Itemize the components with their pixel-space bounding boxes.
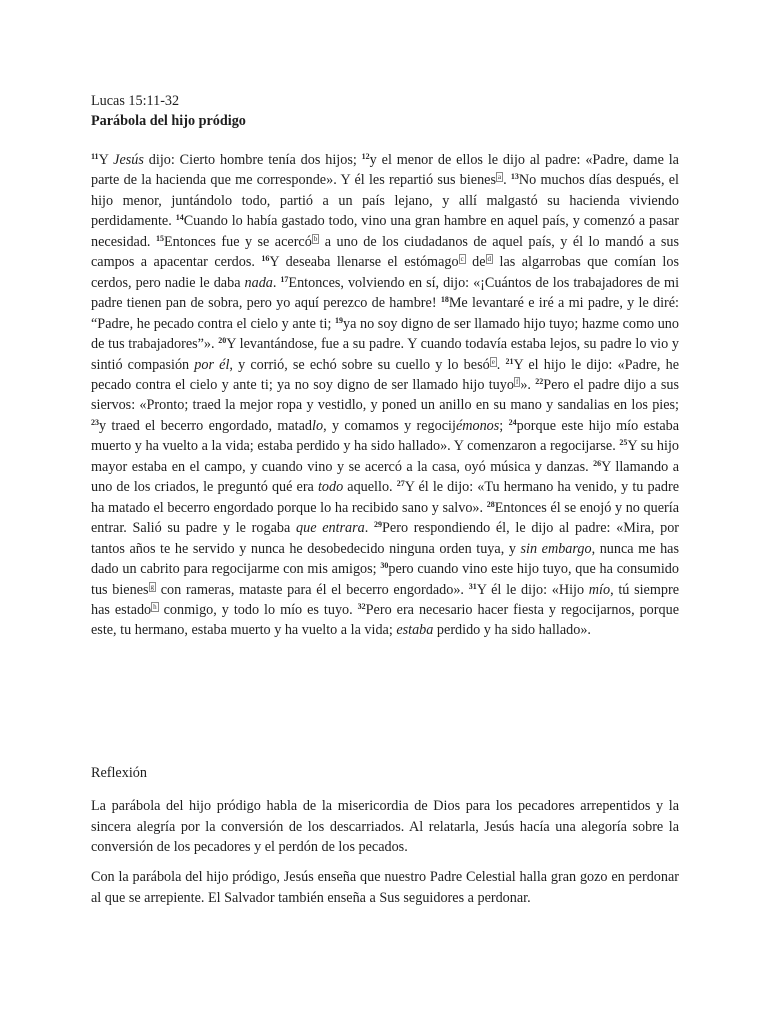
- passage-title: Parábola del hijo pródigo: [91, 113, 246, 129]
- footnote-link[interactable]: g: [150, 582, 155, 591]
- scripture-passage: $^{11}$Y Jesús dijo: Cierto hombre tenía dos hijos; $^{12}$y el menor de ellos le dijo al padre: «Padre, dame la parte de la hacienda que me corresponde». Y él les repartió sus bienes $^a$ . $^{13}$No muchos días después, el hijo menor, juntándolo todo, partió a un país lejano, y allí malgastó su hacienda viviendo perdidamente. $^{14}$Cuando lo había gastado todo, vino una gran hambre en aquel país, y comenzó a pasar necesidad. $^{15}$Entonces fue y se acercó $^b$ a uno de los ciudadanos de aquel país, y él lo mandó a sus campos a apacentar cerdos. $^{16}$Y deseaba llenarse el estómago $^c$ de $^d$ las algarrobas que comían los cerdos, pero nadie le daba nada. $^{17}$Entonces, volviendo en sí, dijo: «¡Cuántos de los trabajadores de mi padre tienen pan de sobra, pero yo aquí perezco de hambre! $^{18}$Me levantaré e iré a mi padre, y le diré: “Padre, he pecado contra el cielo y ante ti; $^{19}$ya no soy digno de ser llamado hijo tuyo; hazme como uno de tus trabajadores”». $^{20}$Y levantándose, fue a su padre. Y cuando todavía estaba lejos, su padre lo vio y sintió compasión por él, y corrió, se echó sobre su cuello y lo besó $^e$ . $^{21}$Y el hijo le dijo: «Padre, he pecado contra el cielo y ante ti; ya no soy digno de ser llamado hijo tuyo $^f$ ». $^{22}$Pero el padre dijo a sus siervos: «Pronto; traed la mejor ropa y vestidlo, y poned un anillo en su mano y sandalias en los pies; $^{23}$y traed el becerro engordado, matadlo, y comamos y regocijémonos; $^{24}$porque este hijo mío estaba muerto y ha vuelto a la vida; estaba perdido y ha sido hallado». Y comenzaron a regocijarse. $^{25}$Y su hijo mayor estaba en el campo, y cuando vino y se acercó a la casa, oyó música y danzas. $^{26}$Y llamando a uno de los criados, le preguntó qué era todo aquello. $^{27}$Y él le dijo: «Tu hermano ha venido, y tu padre ha matado el becerro engordado porque lo ha recibido sano y salvo». $^{28}$Entonces él se enojó y no quería entrar. Salió su padre y le rogaba que entrara. $^{29}$Pero respondiendo él, le dijo al padre: «Mira, por tantos años te he servido y nunca he desobedecido ninguna orden tuya, y sin embargo, nunca me has dado un cabrito para regocijarme con mis amigos; $^{30}$pero cuando vino este hijo tuyo, que ha consumido tus bienes $^g$ con rameras, mataste para él el becerro engordado». $^{31}$Y él le dijo: «Hijo mío, tú siempre has estado $^h$ conmigo, y todo lo mío es tuyo. $^{32}$Pero era necesario hacer fiesta y regocijarnos, porque este, tu hermano, estaba muerto y ha vuelto a la vida; estaba perdido y ha sido hallado».: [91, 152, 680, 639]
- emphasis-text: lo: [312, 417, 324, 434]
- footnote-link[interactable]: h: [153, 602, 157, 611]
- verse-number: 12: [361, 152, 370, 161]
- emphasis-text: Jesús: [113, 152, 144, 168]
- verse-number: 21: [505, 356, 514, 366]
- verse-number: 17: [280, 274, 289, 284]
- reflection-paragraph-2: Con la parábola del hijo pródigo, Jesús enseña que nuestro Padre Celestial halla gran gozo en perdonar al que se arrepiente. El Salvador también enseña a Sus seguidores a perdonar.: [91, 869, 679, 906]
- footnote-link[interactable]: d: [487, 255, 492, 264]
- verse-number: 28: [486, 499, 495, 509]
- verse-number: 13: [510, 172, 519, 182]
- verse-number: 24: [508, 417, 517, 427]
- verse-number: 27: [396, 479, 405, 489]
- verse-number: 18: [440, 295, 449, 305]
- emphasis-text: que entrara: [296, 520, 365, 537]
- verse-number: 31: [468, 581, 477, 591]
- emphasis-text: nada: [244, 274, 273, 291]
- reflection-heading: Reflexión: [91, 765, 147, 781]
- verse-number: 11: [91, 152, 99, 161]
- emphasis-text: todo: [317, 479, 344, 496]
- emphasis-text: mío: [588, 581, 611, 598]
- footnote-link[interactable]: c: [460, 255, 464, 264]
- verse-number: 23: [91, 417, 99, 427]
- reflection-paragraph-1: La parábola del hijo pródigo habla de la misericordia de Dios para los pecadores arrepentidos y la sincera alegría por la conversión de los descarriados. Al relatarla, Jesús hacía una alegoría sobre la conversión de los pecadores y el perdón de los pecados.: [91, 798, 679, 856]
- verse-number: 26: [593, 458, 602, 468]
- footnote-link[interactable]: e: [491, 357, 495, 366]
- emphasis-text: émonos: [455, 417, 500, 434]
- footnote-link[interactable]: b: [313, 234, 318, 243]
- verse-number: 22: [535, 376, 544, 386]
- verse-number: 19: [335, 315, 343, 325]
- scripture-reference: Lucas 15:11-32: [91, 93, 180, 109]
- footnote-link[interactable]: a: [498, 173, 502, 182]
- emphasis-text: sin embargo: [520, 540, 592, 557]
- verse-number: 14: [175, 213, 184, 223]
- footnote-link[interactable]: f: [515, 377, 519, 386]
- verse-number: 20: [218, 336, 227, 346]
- verse-number: 15: [155, 233, 164, 243]
- verse-number: 16: [261, 254, 270, 264]
- verse-number: 29: [374, 520, 383, 530]
- verse-number: 25: [619, 438, 628, 448]
- emphasis-text: por él: [194, 356, 230, 373]
- emphasis-text: estaba: [396, 622, 434, 639]
- verse-number: 30: [380, 561, 389, 571]
- verse-number: 32: [357, 601, 366, 611]
